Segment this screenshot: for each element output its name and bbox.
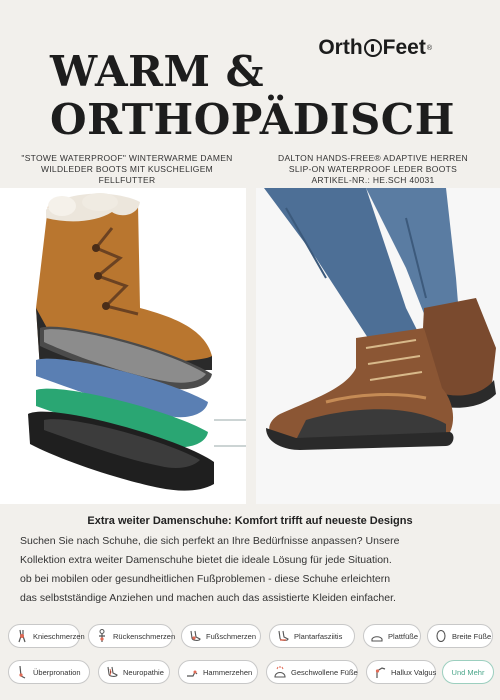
- chip-plantarfasziitis[interactable]: [269, 624, 355, 648]
- logo-registered-mark: ®: [426, 44, 432, 52]
- knee-icon: [15, 629, 29, 643]
- mens-boot-image[interactable]: [256, 188, 500, 504]
- section-description: [20, 532, 490, 608]
- chip-fussschmerzen[interactable]: [181, 624, 261, 648]
- mens-boot-photo-illustration: [256, 188, 500, 504]
- wide-feet-icon: [434, 629, 448, 643]
- chip-label: Breite Füße: [452, 631, 492, 641]
- chip-hallux-valgus[interactable]: [366, 660, 436, 684]
- plantar-icon: [276, 629, 290, 643]
- chip-label: Rückenschmerzen: [113, 631, 176, 641]
- chip-breite-fuesse[interactable]: [427, 624, 493, 648]
- bunion-icon: [373, 665, 387, 679]
- caption-article-number: ARTIKEL-NR.: HE.SCH 40031: [311, 175, 435, 185]
- chip-label: Knieschmerzen: [33, 631, 85, 641]
- chip-label: Plantarfasziitis: [294, 631, 343, 641]
- chip-plattfuesse[interactable]: [363, 624, 421, 648]
- headline-line-2: ORTHOPÄDISCH: [50, 95, 455, 144]
- caption-line: "STOWE WATERPROOF" WINTERWARME DAMEN: [21, 153, 233, 163]
- description-line: das selbstständige Anziehen und machen auch das assistierte Kleiden einfacher.: [20, 592, 396, 604]
- chip-knieschmerzen[interactable]: [8, 624, 85, 648]
- product-caption-mens-boot[interactable]: [258, 153, 488, 186]
- chip-label: Hallux Valgus: [391, 667, 437, 677]
- chip-hammerzehen[interactable]: [178, 660, 258, 684]
- logo-text-prefix: Orth: [318, 36, 363, 59]
- logo-text-suffix: Feet: [382, 36, 426, 59]
- chip-neuropathie[interactable]: [98, 660, 170, 684]
- foot-pain-icon: [188, 629, 202, 643]
- chip-label: Plattfüße: [388, 631, 419, 641]
- chip-label: Fußschmerzen: [206, 631, 257, 641]
- headline-line-1: WARM &: [50, 47, 265, 96]
- chip-label: Hammerzehen: [203, 667, 253, 677]
- page-headline: [50, 48, 455, 144]
- chip-label: Neuropathie: [123, 667, 164, 677]
- caption-line: WILDLEDER BOOTS MIT KUSCHELIGEM FELLFUTTER: [40, 164, 214, 185]
- swollen-feet-icon: [273, 665, 287, 679]
- overpronation-icon: [15, 665, 29, 679]
- more-label: Und Mehr: [451, 667, 485, 677]
- chip-geschwollene-fuesse[interactable]: [266, 660, 358, 684]
- chip-ueberpronation[interactable]: [8, 660, 90, 684]
- caption-line: DALTON HANDS-FREE® ADAPTIVE HERREN: [278, 153, 468, 163]
- womens-boot-image[interactable]: [0, 188, 246, 504]
- description-line: Suchen Sie nach Schuhe, die sich perfekt an Ihre Bedürfnisse anpassen? Unsere: [20, 535, 400, 547]
- neuropathy-icon: [105, 665, 119, 679]
- description-line: ob bei mobilen oder gesundheitlichen Fußproblemen - diese Schuhe erleichtern: [20, 573, 391, 585]
- description-line: Kollektion extra weiter Damenschuhe bietet die ideale Lösung für jede Situation.: [20, 554, 392, 566]
- section-title: Extra weiter Damenschuhe: Komfort trifft auf neueste Designs: [87, 515, 413, 527]
- more-conditions-button[interactable]: [442, 660, 494, 684]
- back-icon: [95, 629, 109, 643]
- chip-label: Überpronation: [33, 667, 81, 677]
- chip-rueckenschmerzen[interactable]: [88, 624, 176, 648]
- hammertoe-icon: [185, 665, 199, 679]
- chip-label: Geschwollene Füße: [291, 667, 358, 677]
- flat-feet-icon: [370, 629, 384, 643]
- caption-line: SLIP-ON WATERPROOF LEDER BOOTS: [288, 164, 458, 174]
- boot-exploded-illustration: [0, 188, 246, 504]
